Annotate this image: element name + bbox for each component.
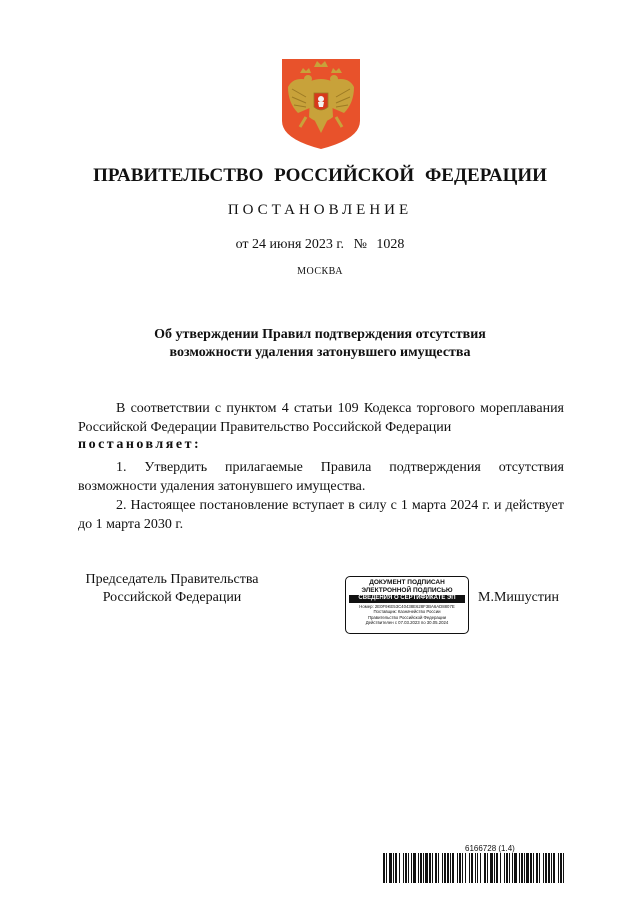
- paragraph-preamble: В соответствии с пунктом 4 статьи 109 Кодекса торгового мореплавания Российской Федерации Правительство Российской Федерации: [78, 401, 564, 435]
- barcode-icon: [383, 853, 565, 883]
- subject-line-2: возможности удаления затонувшего имущества: [169, 345, 471, 360]
- subject-line-1: Об утверждении Правил подтверждения отсутствия: [154, 327, 486, 342]
- document-number: 1028: [376, 237, 405, 252]
- stamp-owner: Правительство Российской Федерации: [367, 614, 447, 620]
- signatory-name: М.Мишустин: [478, 590, 559, 605]
- document-date-number: [0, 237, 640, 253]
- stamp-cert-number: Номер: 2E0F9KE53C40438E628F3BA6AD8807E: [359, 603, 455, 609]
- signatory-title-line-1: Председатель Правительства: [85, 572, 259, 587]
- government-title: ПРАВИТЕЛЬСТВО РОССИЙСКОЙ ФЕДЕРАЦИИ: [93, 165, 547, 186]
- signatory-title: [72, 571, 272, 607]
- paragraph-item-1: 1. Утвердить прилагаемые Правила подтверждения отсутствия возможности удаления затонувшего имущества.: [78, 460, 564, 494]
- document-subject: [120, 326, 520, 362]
- coat-of-arms-icon: [278, 57, 364, 151]
- stamp-line-2: ЭЛЕКТРОННОЙ ПОДПИСЬЮ: [361, 586, 453, 594]
- electronic-signature-stamp: [345, 576, 469, 634]
- stamp-line-1: ДОКУМЕНТ ПОДПИСАН: [369, 579, 445, 586]
- document-code: 6166728 (1.4): [465, 844, 515, 853]
- paragraph-item-2: 2. Настоящее постановление вступает в силу с 1 марта 2024 г. и действует до 1 марта 2030 г.: [78, 498, 564, 532]
- number-sign: №: [353, 237, 367, 252]
- signatory-title-line-2: Российской Федерации: [102, 590, 242, 605]
- decree-word: постановляет:: [78, 437, 202, 452]
- stamp-issuer: Поставщик: Казначейство России: [373, 609, 441, 615]
- document-date: от 24 июня 2023 г.: [235, 237, 345, 252]
- city: МОСКВА: [297, 266, 343, 277]
- stamp-validity: Действителен с 07.03.2023 по 30.05.2024: [365, 620, 449, 626]
- document-type: ПОСТАНОВЛЕНИЕ: [227, 202, 413, 218]
- stamp-certificate-header: СВЕДЕНИЯ О СЕРТИФИКАТЕ ЭП: [349, 595, 465, 603]
